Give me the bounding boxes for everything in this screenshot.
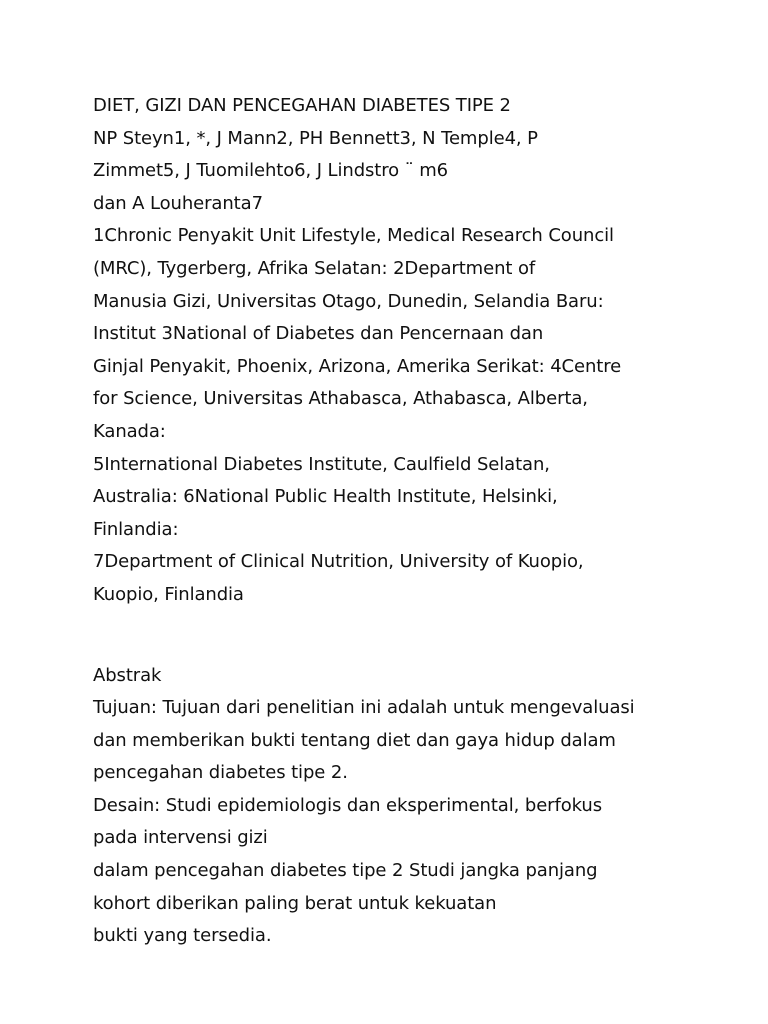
document-title: DIET, GIZI DAN PENCEGAHAN DIABETES TIPE 2 xyxy=(93,95,511,116)
document-text xyxy=(93,90,753,953)
affiliation-line: Ginjal Penyakit, Phoenix, Arizona, Amerika Serikat: 4Centre xyxy=(93,355,622,377)
affiliation-line: 5International Diabetes Institute, Caulfield Selatan, xyxy=(93,453,550,475)
abstract-heading: Abstrak xyxy=(93,664,162,686)
affiliation-line: for Science, Universitas Athabasca, Athabasca, Alberta, xyxy=(93,388,588,410)
abstract-line: Tujuan: Tujuan dari penelitian ini adalah untuk mengevaluasi xyxy=(93,697,635,719)
paragraph-gap xyxy=(93,612,753,660)
abstract-line: pencegahan diabetes tipe 2. xyxy=(93,762,348,784)
title-and-affiliations xyxy=(93,90,753,612)
author-line: NP Steyn1, *, J Mann2, PH Bennett3, N Temple4, P xyxy=(93,127,538,149)
abstract-line: dalam pencegahan diabetes tipe 2 Studi jangka panjang xyxy=(93,860,598,882)
abstract-line: pada intervensi gizi xyxy=(93,827,268,849)
affiliation-line: Institut 3National of Diabetes dan Pencernaan dan xyxy=(93,323,544,345)
affiliation-line: Finlandia: xyxy=(93,518,179,540)
affiliation-line: (MRC), Tygerberg, Afrika Selatan: 2Department of xyxy=(93,257,536,279)
author-line: dan A Louheranta7 xyxy=(93,192,263,214)
affiliation-line: 1Chronic Penyakit Unit Lifestyle, Medical Research Council xyxy=(93,225,614,247)
abstract-line: dan memberikan bukti tentang diet dan gaya hidup dalam xyxy=(93,729,616,751)
author-line: Zimmet5, J Tuomilehto6, J Lindstro ¨ m6 xyxy=(93,160,449,182)
abstract-line: bukti yang tersedia. xyxy=(93,925,272,947)
affiliation-line: Australia: 6National Public Health Institute, Helsinki, xyxy=(93,486,558,508)
abstract-line: kohort diberikan paling berat untuk kekuatan xyxy=(93,892,497,914)
abstract-line: Desain: Studi epidemiologis dan eksperimental, berfokus xyxy=(93,794,602,816)
affiliation-line: Kuopio, Finlandia xyxy=(93,583,244,605)
abstract-section xyxy=(93,660,753,953)
affiliation-line: Kanada: xyxy=(93,420,166,442)
affiliation-line: Manusia Gizi, Universitas Otago, Dunedin, Selandia Baru: xyxy=(93,290,604,312)
affiliation-line: 7Department of Clinical Nutrition, University of Kuopio, xyxy=(93,551,584,573)
